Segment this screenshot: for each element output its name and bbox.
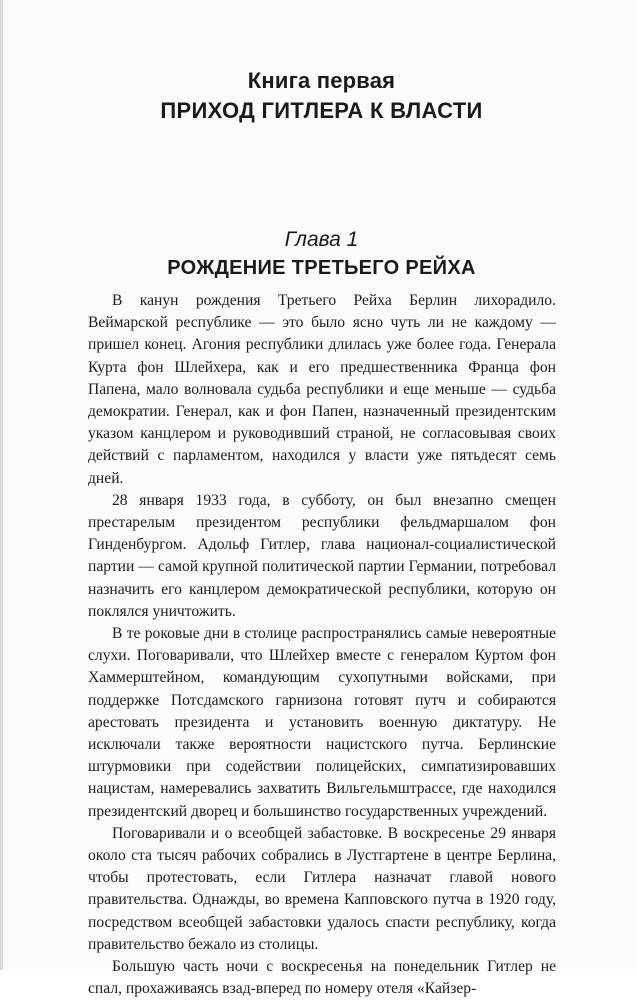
chapter-header <box>3 226 637 282</box>
book-header <box>3 66 637 126</box>
book-title: ПРИХОД ГИТЛЕРА К ВЛАСТИ <box>160 98 483 123</box>
paragraph: В канун рождения Третьего Рейха Берлин лихорадило. Веймарской республике — это было ясно чуть ли не каждому — пришел конец. Агония республики длилась уже более года. Генерала Курта фон Шлейхера, как и его предшественника Франца фон Папена, мало волновала судьба республики и еще меньше — судьба демократии. Генерал, как и фон Папен, назначенный президентским указом канцлером и руководивший страной, не согласовывая своих действий с парламентом, находился у власти уже пятьдесят семь дней. <box>88 292 556 487</box>
book-label: Книга первая <box>247 68 396 93</box>
chapter-label: Глава 1 <box>284 228 359 251</box>
paragraph: Поговаривали и о всеобщей забастовке. В воскресенье 29 января около ста тысяч рабочих собрались в Лустгартене в центре Берлина, чтобы протестовать, если Гитлера назначат главой нового правительства. Однажды, во времена Капповского путча в 1920 году, посредством всеобщей забастовки удалось спасти республику, когда правительство бежало из столицы. <box>88 824 556 953</box>
paragraph: Большую часть ночи с воскресенья на понедельник Гитлер не спал, прохаживаясь взад-вперед по номеру отеля «Кайзер- <box>88 958 556 998</box>
paragraph: В те роковые дни в столице распространялись самые невероятные слухи. Поговаривали, что Шлейхер вместе с генералом Куртом фон Хаммерштейном, командующим сухопутными войсками, при поддержке Потсдамского гарнизона готовят путч и собираются арестовать президента и установить военную диктатуру. Не исключали также вероятности нацистского путча. Берлинские штурмовики при содействии полицейских, симпатизировавших нацистам, намеревались захватить Вильгельмштрассе, где находился президентский дворец и большинство государственных учреждений. <box>88 625 556 820</box>
paragraph: 28 января 1933 года, в субботу, он был внезапно смещен престарелым президентом республики фельдмаршалом фон Гинденбургом. Адольф Гитлер, глава национал-социалистической партии — самой крупной политической партии Германии, потребовал назначить его канцлером демократической республики, которую он поклялся уничтожить. <box>88 491 556 620</box>
chapter-title: РОЖДЕНИЕ ТРЕТЬЕГО РЕЙХА <box>167 257 476 279</box>
chapter-body <box>88 290 556 1001</box>
